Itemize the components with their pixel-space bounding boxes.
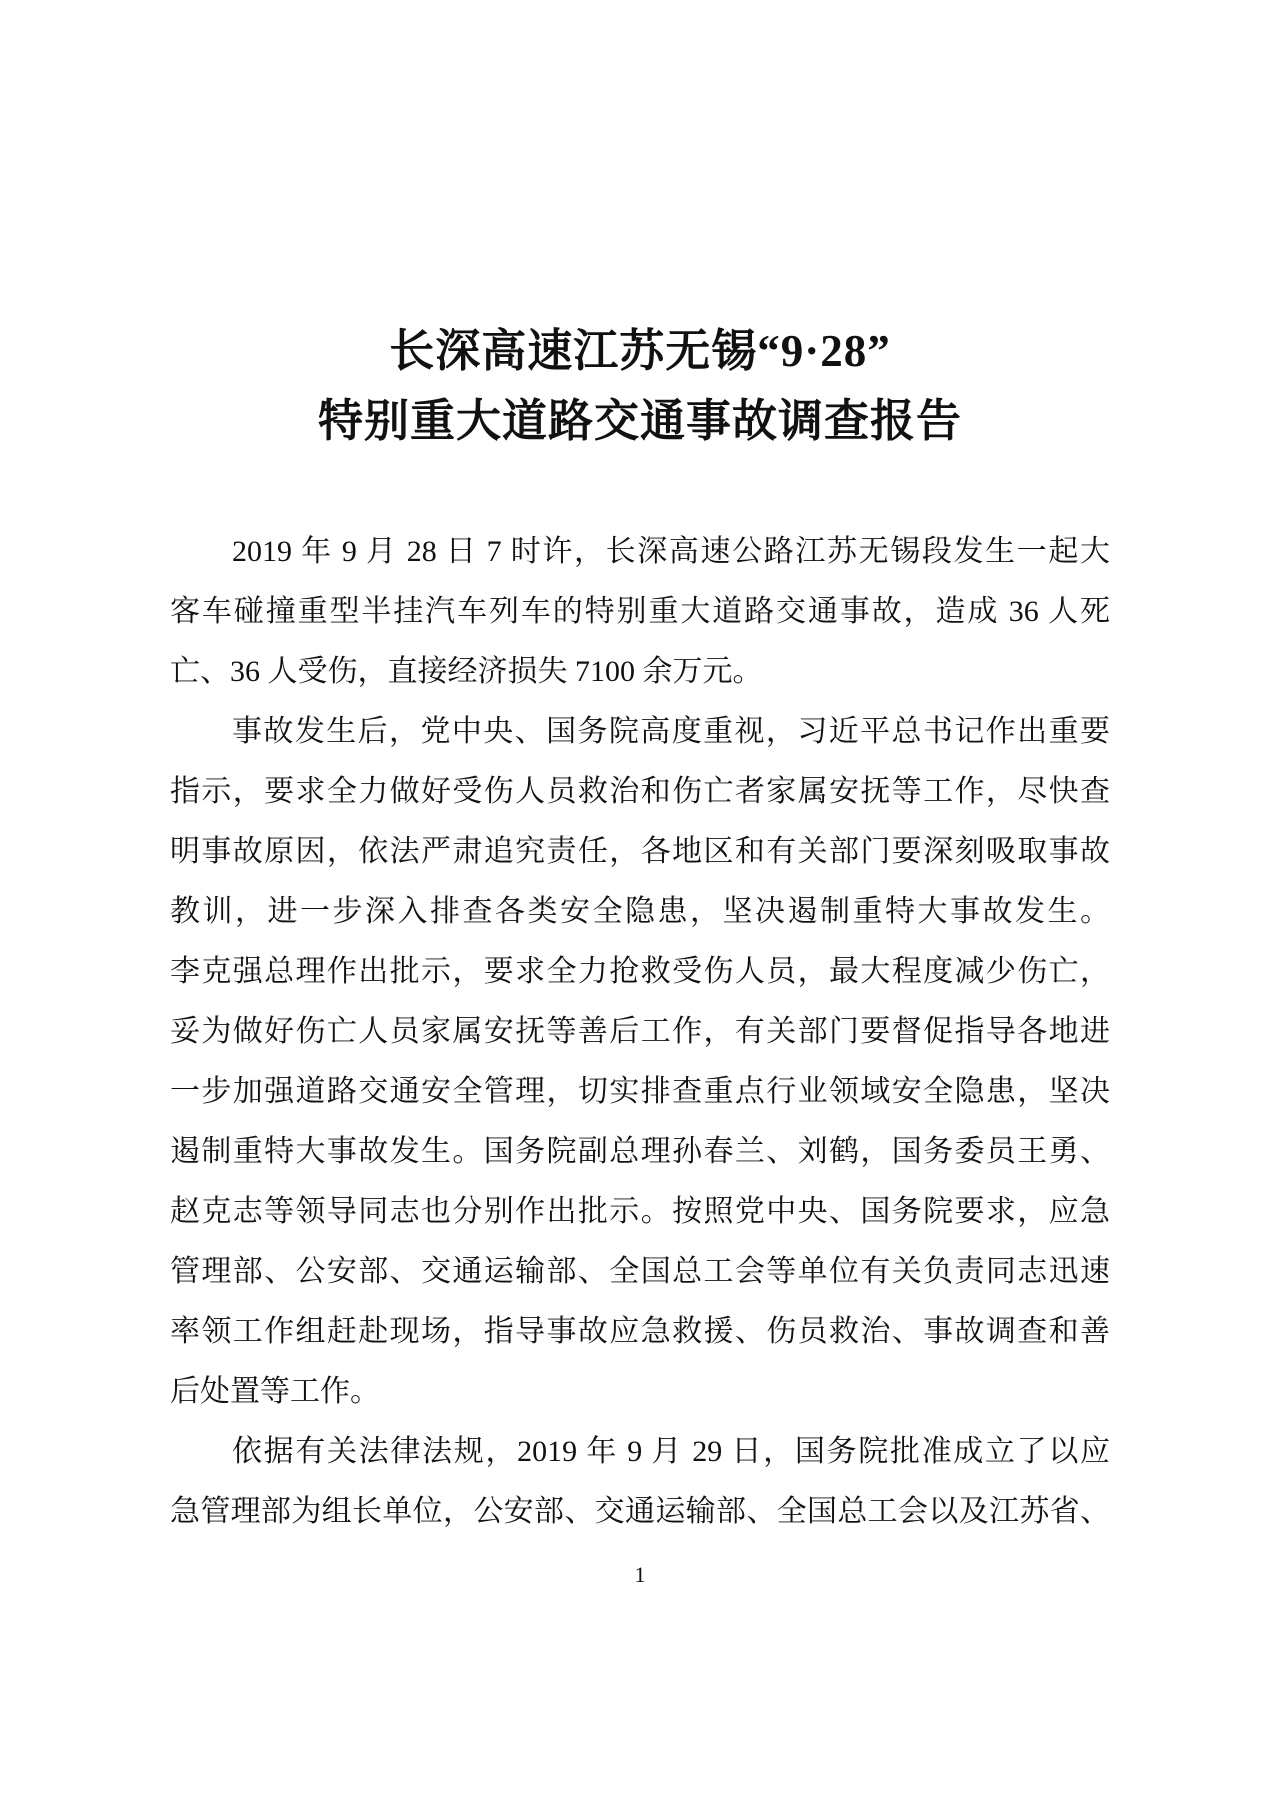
body-line: 2019 年 9 月 28 日 7 时许，长深高速公路江苏无锡段发生一起大 (232, 535, 1110, 568)
body-line: 一步加强道路交通安全管理，切实排查重点行业领域安全隐患，坚决 (170, 1075, 1110, 1108)
document-title (170, 316, 1110, 456)
body-line: 遏制重特大事故发生。国务院副总理孙春兰、刘鹤，国务委员王勇、 (170, 1135, 1110, 1168)
body-line: 李克强总理作出批示，要求全力抢救受伤人员，最大程度减少伤亡， (170, 955, 1110, 988)
document-body (170, 522, 1110, 1542)
body-line: 明事故原因，依法严肃追究责任，各地区和有关部门要深刻吸取事故 (170, 835, 1110, 868)
body-line: 事故发生后，党中央、国务院高度重视，习近平总书记作出重要 (232, 715, 1110, 748)
body-line: 亡、36 人受伤，直接经济损失 7100 余万元。 (170, 655, 763, 688)
body-line: 客车碰撞重型半挂汽车列车的特别重大道路交通事故，造成 36 人死 (170, 595, 1110, 628)
body-line: 管理部、公安部、交通运输部、全国总工会等单位有关负责同志迅速 (170, 1255, 1110, 1288)
body-line: 指示，要求全力做好受伤人员救治和伤亡者家属安抚等工作，尽快查 (170, 775, 1110, 808)
body-line: 率领工作组赶赴现场，指导事故应急救援、伤员救治、事故调查和善 (170, 1315, 1110, 1348)
body-line: 教训，进一步深入排查各类安全隐患，坚决遏制重特大事故发生。 (170, 895, 1110, 928)
body-line: 后处置等工作。 (170, 1375, 380, 1408)
body-line: 急管理部为组长单位，公安部、交通运输部、全国总工会以及江苏省、 (170, 1495, 1110, 1528)
body-line: 赵克志等领导同志也分别作出批示。按照党中央、国务院要求，应急 (170, 1195, 1110, 1228)
body-line: 依据有关法律法规，2019 年 9 月 29 日，国务院批准成立了以应 (232, 1435, 1110, 1468)
document-title-line-1: 长深高速江苏无锡“9·28” (389, 326, 891, 376)
document-content (170, 316, 1110, 1542)
body-line: 妥为做好伤亡人员家属安抚等善后工作，有关部门要督促指导各地进 (170, 1015, 1110, 1048)
document-title-line-2: 特别重大道路交通事故调查报告 (317, 396, 962, 446)
page-number: 1 (634, 1562, 646, 1587)
